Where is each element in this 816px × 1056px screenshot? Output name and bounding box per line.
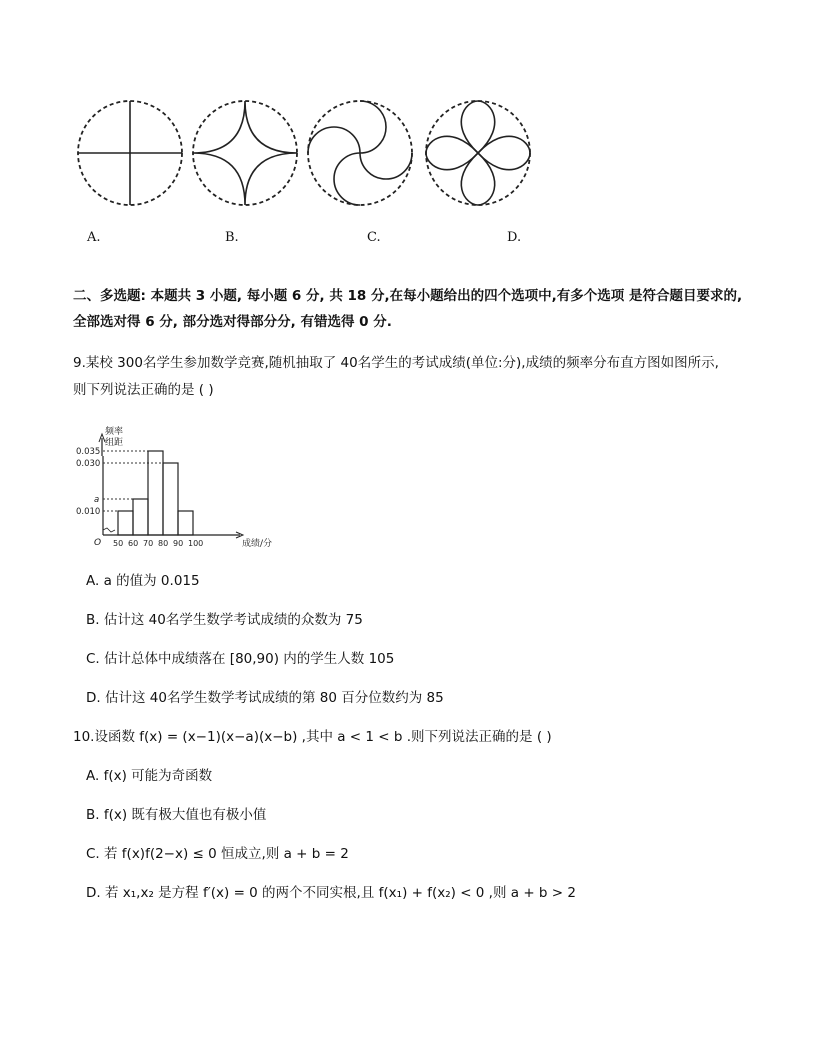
hist-bar-3 — [163, 463, 178, 535]
figure-a — [78, 101, 182, 205]
q9-option-d: D. 估计这 40名学生数学考试成绩的第 80 百分位数约为 85 — [86, 690, 444, 706]
figure-options-svg — [60, 95, 560, 215]
figure-option-c-label: C. — [367, 230, 381, 245]
hist-ylabel-bottom: 组距 — [105, 438, 124, 448]
hist-origin: O — [94, 538, 102, 548]
q10-option-b: B. f(x) 既有极大值也有极小值 — [86, 807, 267, 823]
hist-xlabel: 成绩/分 — [242, 539, 273, 549]
q10-option-d: D. 若 x₁,x₂ 是方程 f′(x) = 0 的两个不同实根,且 f(x₁) + f(x₂) < 0 ,则 a + b > 2 — [86, 885, 576, 901]
hist-xtick-2: 70 — [143, 539, 154, 548]
q9-option-a: A. a 的值为 0.015 — [86, 573, 200, 589]
hist-ytick-2: a — [94, 495, 100, 505]
q9-stem-line2: 则下列说法正确的是 ( ) — [73, 382, 214, 398]
figure-option-a-label: A. — [87, 230, 101, 245]
hist-xtick-1: 60 — [128, 539, 139, 548]
hist-ytick-1: 0.030 — [76, 459, 101, 469]
section2-heading-line2: 全部选对得 6 分, 部分选对得部分分, 有错选得 0 分. — [73, 314, 392, 330]
hist-bar-0 — [118, 511, 133, 535]
section2-heading-line1: 二、多选题: 本题共 3 小题, 每小题 6 分, 共 18 分,在每小题给出的四个选项中,有多个选项 是符合题目要求的, — [73, 288, 743, 304]
figure-b — [193, 101, 297, 205]
q10-stem: 10.设函数 f(x) = (x−1)(x−a)(x−b) ,其中 a < 1 < b .则下列说法正确的是 ( ) — [73, 729, 552, 745]
hist-xtick-4: 90 — [173, 539, 184, 548]
frequency-histogram — [60, 420, 280, 555]
q9-stem-line1: 9.某校 300名学生参加数学竞赛,随机抽取了 40名学生的考试成绩(单位:分),成绩的频率分布直方图如图所示, — [73, 355, 719, 371]
hist-bar-1 — [133, 499, 148, 535]
figure-option-d-label: D. — [507, 230, 522, 245]
hist-ylabel-top: 频率 — [105, 427, 124, 437]
hist-ytick-3: 0.010 — [76, 507, 101, 517]
q9-option-b: B. 估计这 40名学生数学考试成绩的众数为 75 — [86, 612, 363, 628]
hist-bar-2 — [148, 451, 163, 535]
figure-option-b-label: B. — [225, 230, 239, 245]
q10-option-a: A. f(x) 可能为奇函数 — [86, 768, 213, 784]
hist-bar-4 — [178, 511, 193, 535]
q9-option-c: C. 估计总体中成绩落在 [80,90) 内的学生人数 105 — [86, 651, 395, 667]
figure-d — [426, 101, 530, 205]
hist-xtick-5: 100 — [188, 539, 204, 548]
q10-option-c: C. 若 f(x)f(2−x) ≤ 0 恒成立,则 a + b = 2 — [86, 846, 349, 862]
hist-xtick-0: 50 — [113, 539, 124, 548]
hist-xtick-3: 80 — [158, 539, 169, 548]
figure-c — [308, 101, 412, 205]
hist-ytick-0: 0.035 — [76, 447, 101, 457]
